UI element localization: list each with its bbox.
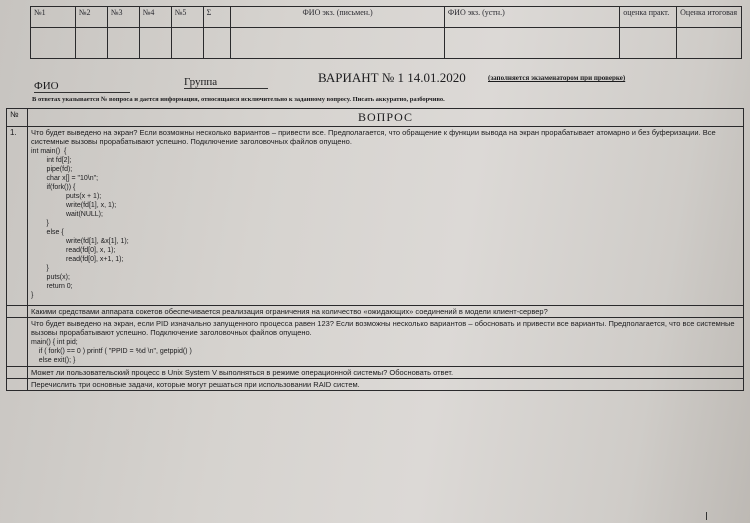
grade-cell[interactable] (107, 28, 139, 59)
grade-cell[interactable] (620, 28, 677, 59)
grade-cell[interactable] (171, 28, 203, 59)
question-text: Какими средствами аппарата сокетов обеспечивается реализация ограничения на количество «ожидающих» соединений в модели клиент-сервер? (31, 307, 548, 316)
group-field[interactable] (184, 76, 268, 89)
question-row-4 (7, 367, 744, 379)
student-info-row (30, 68, 742, 90)
grade-header-sum: Σ (203, 7, 231, 28)
grade-cell[interactable] (231, 28, 444, 59)
question-number (7, 379, 28, 391)
grade-header-q3: №3 (107, 7, 139, 28)
grade-header-q4: №4 (139, 7, 171, 28)
grade-header-q1: №1 (31, 7, 76, 28)
grade-header-written-examiner: ФИО экз. (письмен.) (231, 7, 444, 28)
question-row-5 (7, 379, 744, 391)
variant-note: (заполняется экзаменатором при проверке) (488, 74, 626, 82)
question-row-3 (7, 318, 744, 367)
question-number (7, 318, 28, 367)
grade-cell[interactable] (203, 28, 231, 59)
grade-header-oral-examiner: ФИО экз. (устн.) (444, 7, 619, 28)
instructions: В ответах указывается № вопроса и дается информация, относящаяся исключительно к заданному вопросу. Писать аккуратно, разборчиво. (32, 96, 445, 103)
fio-label: ФИО (34, 80, 59, 92)
grade-header-q2: №2 (75, 7, 107, 28)
question-text: Что будет выведено на экран, если PID изначально запущенного процесса равен 123? Если возможны несколько вариантов – обосновать и привести все варианты. Предполагается, что все системные вызовы прорабатывают успешно. Подключение заголовочных файлов опущено. (31, 319, 735, 337)
variant-title: ВАРИАНТ № 1 14.01.2020 (318, 70, 466, 85)
question-code: main() { int pid; if ( fork() == 0 ) printf ( "PPID = %d \n", getppid() ) else exit(); } (31, 339, 192, 364)
grade-header-practice: оценка практ. (620, 7, 677, 28)
grade-cell[interactable] (677, 28, 742, 59)
grade-header-final: Оценка итоговая (677, 7, 742, 28)
fio-field[interactable] (34, 80, 130, 93)
num-header: № (7, 109, 28, 127)
grade-table (30, 6, 742, 59)
question-text: Может ли пользовательский процесс в Unix System V выполняться в режиме операционной системы? Обосновать ответ. (31, 368, 454, 377)
question-text: Перечислить три основные задачи, которые могут решаться при использовании RAID систем. (31, 380, 360, 389)
question-number (7, 367, 28, 379)
question-header: ВОПРОС (28, 109, 744, 127)
grade-cell[interactable] (31, 28, 76, 59)
question-code: int main() { int fd[2]; pipe(fd); char x[] = "10\n"; if(fork()) { puts(x + 1); write(fd[1], x, 1); wait(NULL); } else { write(fd[1], &x[1], 1); read(fd[0], x, 1); read(fd[0], x+1, 1); } puts(x); return 0; } (31, 148, 129, 299)
question-number: 1. (7, 127, 28, 306)
pen-mark (706, 512, 707, 520)
questions-table (6, 108, 744, 391)
grade-cell[interactable] (75, 28, 107, 59)
grade-row-empty (31, 28, 742, 59)
question-number (7, 306, 28, 318)
grade-cell[interactable] (139, 28, 171, 59)
question-row-1 (7, 127, 744, 306)
grade-header-q5: №5 (171, 7, 203, 28)
grade-cell[interactable] (444, 28, 619, 59)
question-row-2 (7, 306, 744, 318)
question-text: Что будет выведено на экран? Если возможны несколько вариантов – привести все. Предполагается, что обращение к функции вывода на экран прорабатывает атомарно и без буферизации. Все системные вызовы прорабатывают успешно. Подключение заголовочных файлов опущено. (31, 128, 716, 146)
group-label: Группа (184, 76, 218, 88)
